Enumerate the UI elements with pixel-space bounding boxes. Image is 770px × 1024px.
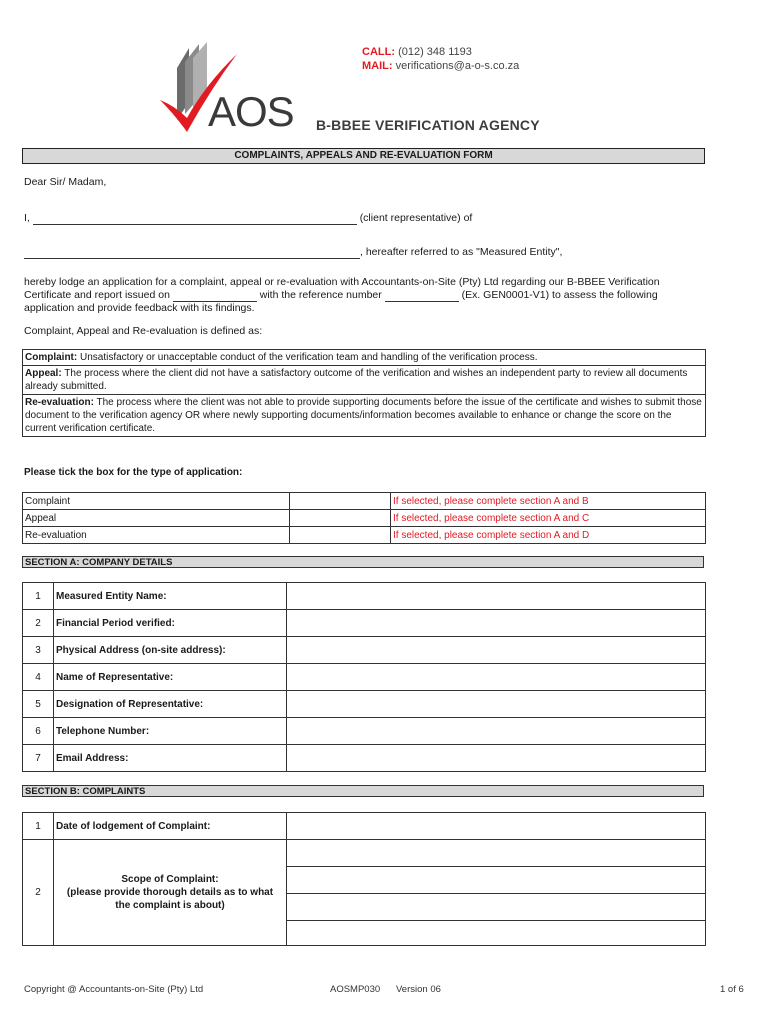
contact-mail	[362, 60, 519, 72]
client-line	[24, 212, 472, 225]
section-a-title: SECTION A: COMPANY DETAILS	[22, 556, 704, 568]
scope-input-line-1[interactable]	[287, 840, 706, 867]
row-number: 3	[23, 637, 54, 664]
row-number: 7	[23, 745, 54, 772]
footer-copyright: Copyright @ Accountants-on-Site (Pty) Ltd	[24, 984, 204, 995]
telephone-input[interactable]	[287, 718, 706, 745]
para-b2: with the reference number	[259, 289, 382, 301]
type-label: Re-evaluation	[23, 527, 290, 544]
complaints-table	[22, 812, 706, 946]
call-value[interactable]: (012) 348 1193	[398, 46, 472, 58]
defined-as: Complaint, Appeal and Re-evaluation is defined as:	[24, 325, 263, 337]
para-b1: Certificate and report issued on	[24, 289, 170, 301]
scope-line-3: the complaint is about)	[115, 900, 225, 911]
table-row	[23, 510, 706, 527]
scope-line-1: Scope of Complaint:	[121, 874, 219, 885]
definition-term: Complaint:	[25, 352, 78, 363]
greeting: Dear Sir/ Madam,	[24, 176, 107, 188]
table-row	[23, 610, 706, 637]
email-input[interactable]	[287, 745, 706, 772]
table-row	[23, 840, 706, 867]
client-prefix: I,	[24, 212, 30, 224]
definition-text: Unsatisfactory or unacceptable conduct of the verification team and handling of the verification process.	[77, 352, 538, 363]
row-number: 2	[23, 610, 54, 637]
row-number: 1	[23, 813, 54, 840]
tick-prompt: Please tick the box for the type of application:	[24, 467, 243, 478]
type-note: If selected, please complete section A and C	[391, 510, 706, 527]
scope-label	[54, 840, 287, 946]
definition-appeal	[23, 366, 705, 395]
definition-reevaluation	[23, 395, 705, 436]
row-number: 1	[23, 583, 54, 610]
footer-page: 1 of 6	[720, 984, 744, 995]
client-representative-field[interactable]	[33, 224, 357, 225]
form-title: COMPLAINTS, APPEALS AND RE-EVALUATION FORM	[22, 148, 705, 164]
row-label: Name of Representative:	[54, 664, 287, 691]
para-line-b	[24, 289, 724, 302]
measured-entity-name-input[interactable]	[287, 583, 706, 610]
row-label: Physical Address (on-site address):	[54, 637, 287, 664]
entity-line	[24, 246, 562, 259]
definition-text: The process where the client was not able to provide supporting documents before the issue of the certificate and wishes to submit those document to the verification agency OR where newly supporting documents/information becomes available to enhance or change the score on the current verification certificate.	[25, 397, 702, 434]
entity-suffix: , hereafter referred to as "Measured Entity",	[360, 246, 563, 258]
client-suffix: (client representative) of	[359, 212, 473, 224]
footer-code: AOSMP030	[330, 984, 381, 995]
call-label: CALL:	[362, 46, 395, 58]
scope-line-2: (please provide thorough details as to what	[66, 887, 274, 898]
representative-name-input[interactable]	[287, 664, 706, 691]
type-label: Complaint	[23, 493, 290, 510]
representative-designation-input[interactable]	[287, 691, 706, 718]
table-row	[23, 745, 706, 772]
application-type-table	[22, 492, 706, 544]
table-row	[23, 813, 706, 840]
row-label: Measured Entity Name:	[54, 583, 287, 610]
row-label: Date of lodgement of Complaint:	[54, 813, 287, 840]
table-row	[23, 691, 706, 718]
mail-value[interactable]: verifications@a-o-s.co.za	[395, 60, 520, 72]
agency-name: B-BBEE VERIFICATION AGENCY	[316, 117, 540, 133]
row-label: Financial Period verified:	[54, 610, 287, 637]
type-label: Appeal	[23, 510, 290, 527]
definition-text: The process where the client did not have a satisfactory outcome of the verification and wishes an independent party to review all documents already submitted.	[25, 368, 688, 392]
para-line-a: hereby lodge an application for a complaint, appeal or re-evaluation with Accountants-on-Site (Pty) Ltd regarding our B-BBEE Verification	[24, 276, 660, 288]
reevaluation-checkbox[interactable]	[290, 527, 391, 544]
table-row	[23, 718, 706, 745]
financial-period-input[interactable]	[287, 610, 706, 637]
scope-input-line-3[interactable]	[287, 894, 706, 921]
lodgement-date-input[interactable]	[287, 813, 706, 840]
mail-label: MAIL:	[362, 60, 393, 72]
scope-input-line-2[interactable]	[287, 867, 706, 894]
row-label: Email Address:	[54, 745, 287, 772]
para-b3: (Ex. GEN0001-V1) to assess the following	[461, 289, 658, 301]
table-row	[23, 527, 706, 544]
table-row	[23, 637, 706, 664]
row-number: 2	[23, 840, 54, 946]
reference-number-field[interactable]	[385, 301, 459, 302]
definition-term: Re-evaluation:	[25, 397, 94, 408]
table-row	[23, 493, 706, 510]
row-number: 6	[23, 718, 54, 745]
intro-paragraph	[24, 276, 724, 315]
table-row	[23, 664, 706, 691]
type-note: If selected, please complete section A and D	[391, 527, 706, 544]
section-b-title: SECTION B: COMPLAINTS	[22, 785, 704, 797]
complaint-checkbox[interactable]	[290, 493, 391, 510]
contact-call	[362, 46, 472, 58]
definition-term: Appeal:	[25, 368, 62, 379]
row-label: Telephone Number:	[54, 718, 287, 745]
row-label: Designation of Representative:	[54, 691, 287, 718]
para-line-c: application and provide feedback with its findings.	[24, 302, 255, 314]
physical-address-input[interactable]	[287, 637, 706, 664]
definition-complaint	[23, 350, 705, 366]
definitions-box	[22, 349, 706, 437]
logo-text: AOS	[208, 88, 294, 135]
appeal-checkbox[interactable]	[290, 510, 391, 527]
company-details-table	[22, 582, 706, 772]
scope-input-line-4[interactable]	[287, 921, 706, 946]
row-number: 5	[23, 691, 54, 718]
row-number: 4	[23, 664, 54, 691]
footer-version: Version 06	[396, 984, 441, 995]
type-note: If selected, please complete section A and B	[391, 493, 706, 510]
measured-entity-field[interactable]	[24, 258, 360, 259]
table-row	[23, 583, 706, 610]
